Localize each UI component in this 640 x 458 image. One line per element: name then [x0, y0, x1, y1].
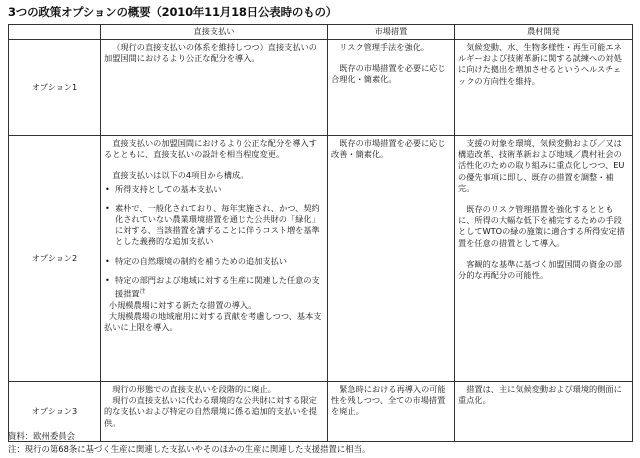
list-item: • 所得支持としての基本支払い — [105, 183, 222, 194]
option3-market — [328, 382, 455, 442]
option3-rural-text: 措置は、主に気候変動および環境的側面に重点化。 — [458, 384, 622, 406]
option3-row — [9, 382, 633, 442]
option2-rural-text-2: 既存のリスク管理措置を強化するとともに、所得の大幅な低下を補完するための手段としてWTOの緑の施策に適合する所得安定措置を任意の措置として導入。 — [458, 204, 625, 248]
option2-direct-intro-1: 直接支払いの加盟国間におけるより公正な配分を導入するとともに、直接支払いの設計を相当程度変更。 — [104, 138, 317, 160]
option2-market-text: 既存の市場措置を必要に応じ改善・簡素化。 — [331, 138, 446, 160]
option2-row — [9, 136, 633, 382]
option2-rural-text-1: 支援の対象を環境、気候変動および／又は構造改革、技術革新および地域／農村社会の活性化のための取り組みに重点化しつつ、EUの優先事項に即し、既存の措置を調整・補完。 — [458, 138, 625, 193]
header-row — [9, 25, 633, 40]
option3-market-text: 緊急時における再導入の可能性を残しつつ、全ての市場措置を廃止。 — [331, 384, 446, 417]
option3-direct — [101, 382, 328, 442]
page-title: 3つの政策オプションの概要（2010年11月18日公表時のもの） — [8, 5, 338, 19]
option1-rural-text: 気候変動、水、生物多様性・再生可能エネルギーおよび技術革新に関する試練への対処に向けた拠出を増加させるというヘルスチェックの方向性を維持。 — [458, 42, 622, 86]
option1-row — [9, 40, 633, 136]
option2-market — [328, 136, 455, 382]
source-note: 資料：欧州委員会 — [8, 431, 75, 441]
option2-rural — [455, 136, 633, 382]
policy-options-table — [8, 24, 633, 442]
option2-direct-intro-2: 直接支払いは以下の4項目から構成。 — [112, 170, 249, 181]
option1-rural — [455, 40, 633, 136]
footnote: 注：現行の第68条に基づく生産に関連した支払いやそのほかの生産に関連した支援措置に相当。 — [8, 444, 371, 454]
list-item: • 特定の部門および地域に対する生産に関連した任意の支援措置$^注$ — [105, 274, 320, 299]
note-mark: 注 — [139, 288, 146, 296]
header-direct-payment: 直接支払い — [101, 25, 328, 40]
list-item: • 素朴で、一般化されており、毎年実施され、かつ、契約化されていない農業環境措置を通じた公共財の「緑化」に対する、当該措置を講ずることに伴うコスト増を基準とした義務的な追加支払い — [105, 202, 320, 247]
option1-label: オプション1 — [9, 40, 101, 136]
header-rural-development: 農村開発 — [455, 25, 633, 40]
header-empty — [9, 25, 101, 40]
option3-rural — [455, 382, 633, 442]
option1-market-text-2: 既存の市場措置を必要に応じ合理化・簡素化。 — [331, 63, 446, 85]
option2-rural-text-3: 客観的な基準に基づく加盟国間の資金の部分的な再配分の可能性。 — [458, 258, 622, 281]
option2-direct-outro-2: 大規模農場の地域雇用に対する貢献を考慮しつつ、基本支払いに上限を導入。 — [104, 311, 322, 333]
list-item: • 特定の自然環境の制約を補うための追加支払い — [105, 255, 287, 266]
option1-market-text-1: リスク管理手法を強化。 — [339, 42, 430, 52]
option3-direct-text-2: 現行の直接支払いに代わる環境的な公共財に対する限定的な支払いおよび特定の自然環境に係る追加的支払いを提供。 — [104, 395, 317, 428]
header-market-measures: 市場措置 — [328, 25, 455, 40]
option1-direct-text: （現行の直接支払いの体系を維持しつつ）直接支払いの加盟国間におけるより公正な配分を導入。 — [104, 42, 317, 64]
option1-direct — [101, 40, 328, 136]
option2-direct-items — [104, 184, 324, 300]
option2-direct — [101, 136, 328, 382]
option2-label: オプション2 — [9, 136, 101, 382]
option3-direct-text-1: 現行の形態での直接支払いを段階的に廃止。 — [112, 384, 276, 394]
option3-label: オプション3 — [9, 382, 101, 442]
option1-market — [328, 40, 455, 136]
option2-direct-outro-1: 小規模農場に対する新たな措置の導入。 — [108, 299, 257, 310]
